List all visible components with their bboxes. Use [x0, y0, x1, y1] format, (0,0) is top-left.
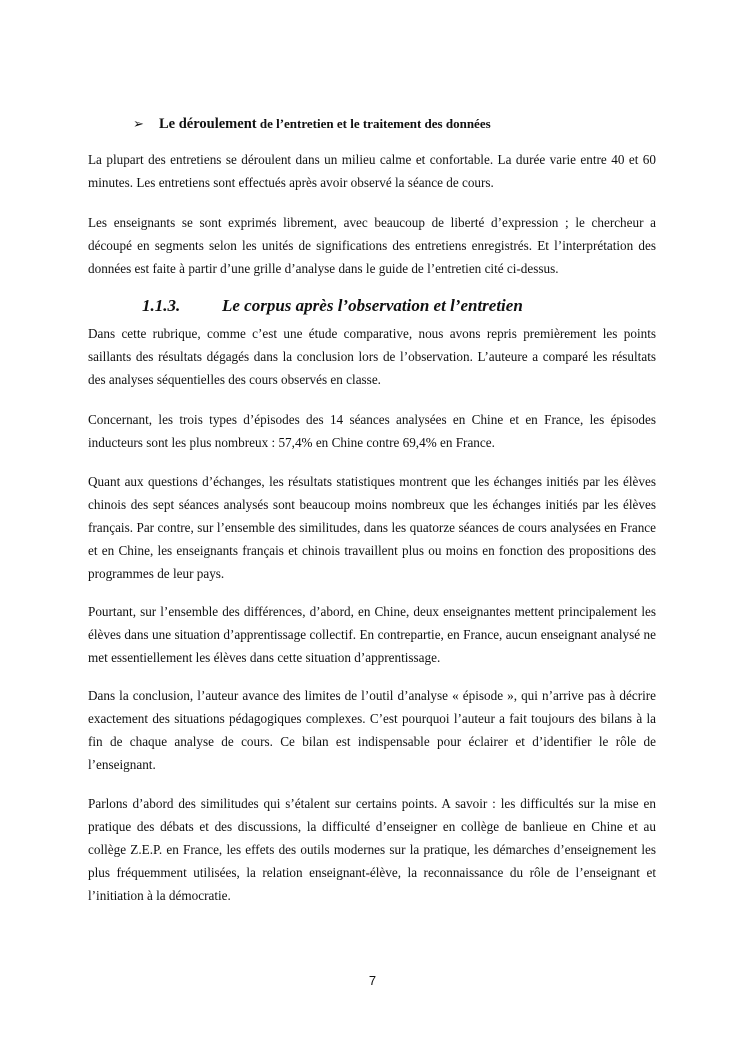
paragraph: Dans cette rubrique, comme c’est une étude comparative, nous avons repris premièrement les points saillants des résultats dégagés dans la conclusion lors de l’observation. L’auteure a comparé les résultats des analyses séquentielles des cours observés en classe.	[88, 326, 656, 387]
bullet-heading-strong: Le déroulement	[159, 116, 257, 132]
bullet-heading	[133, 116, 491, 133]
section-heading	[142, 296, 523, 316]
paragraph: Les enseignants se sont exprimés librement, avec beaucoup de liberté d’expression ; le chercheur a découpé en segments selon les unités de significations des entretiens enregistrés. Et l’interprétation des données est faite à partir d’une grille d’analyse dans le guide de l’entretien cité ci-dessus.	[88, 215, 656, 276]
bullet-heading-rest: de l’entretien et le traitement des données	[256, 116, 491, 131]
section-number: 1.1.3.	[142, 296, 181, 315]
section-title: Le corpus après l’observation et l’entretien	[222, 296, 523, 315]
paragraph: La plupart des entretiens se déroulent dans un milieu calme et confortable. La durée varie entre 40 et 60 minutes. Les entretiens sont effectués après avoir observé la séance de cours.	[88, 152, 656, 190]
paragraph: Pourtant, sur l’ensemble des différences, d’abord, en Chine, deux enseignantes mettent principalement les élèves dans une situation d’apprentissage collectif. En contrepartie, en France, aucun enseignant analysé ne met essentiellement les élèves dans cette situation d’apprentissage.	[88, 604, 656, 665]
paragraph: Quant aux questions d’échanges, les résultats statistiques montrent que les échanges initiés par les élèves chinois des sept séances analysés sont beaucoup moins nombreux que les échanges initiés par les élèves français. Par contre, sur l’ensemble des similitudes, dans les quatorze séances de cours analysées en France et en Chine, les enseignants français et chinois travaillent plus ou moins en fonction des propositions des programmes de leur pays.	[88, 474, 656, 581]
paragraph: Dans la conclusion, l’auteur avance des limites de l’outil d’analyse « épisode », qui n’arrive pas à décrire exactement des situations pédagogiques complexes. C’est pourquoi l’auteur a fait toujours des bilans à la fin de chaque analyse de cours. Ce bilan est indispensable pour éclairer et d’identifier le rôle de l’enseignant.	[88, 688, 656, 772]
arrow-bullet-icon: ➢	[133, 116, 144, 131]
page-number: 7	[368, 973, 377, 988]
paragraph: Parlons d’abord des similitudes qui s’étalent sur certains points. A savoir : les difficultés sur la mise en pratique des débats et des discussions, la difficulté d’enseigner en collège de banlieue en Chine et au collège Z.E.P. en France, les effets des outils modernes sur la pratique, les démarches d’enseignement les plus fréquemment utilisées, la relation enseignant-élève, la reconnaissance du rôle de l’enseignant et l’initiation à la démocratie.	[88, 796, 656, 903]
paragraph: Concernant, les trois types d’épisodes des 14 séances analysées en Chine et en France, les épisodes inducteurs sont les plus nombreux : 57,4% en Chine contre 69,4% en France.	[88, 412, 656, 450]
